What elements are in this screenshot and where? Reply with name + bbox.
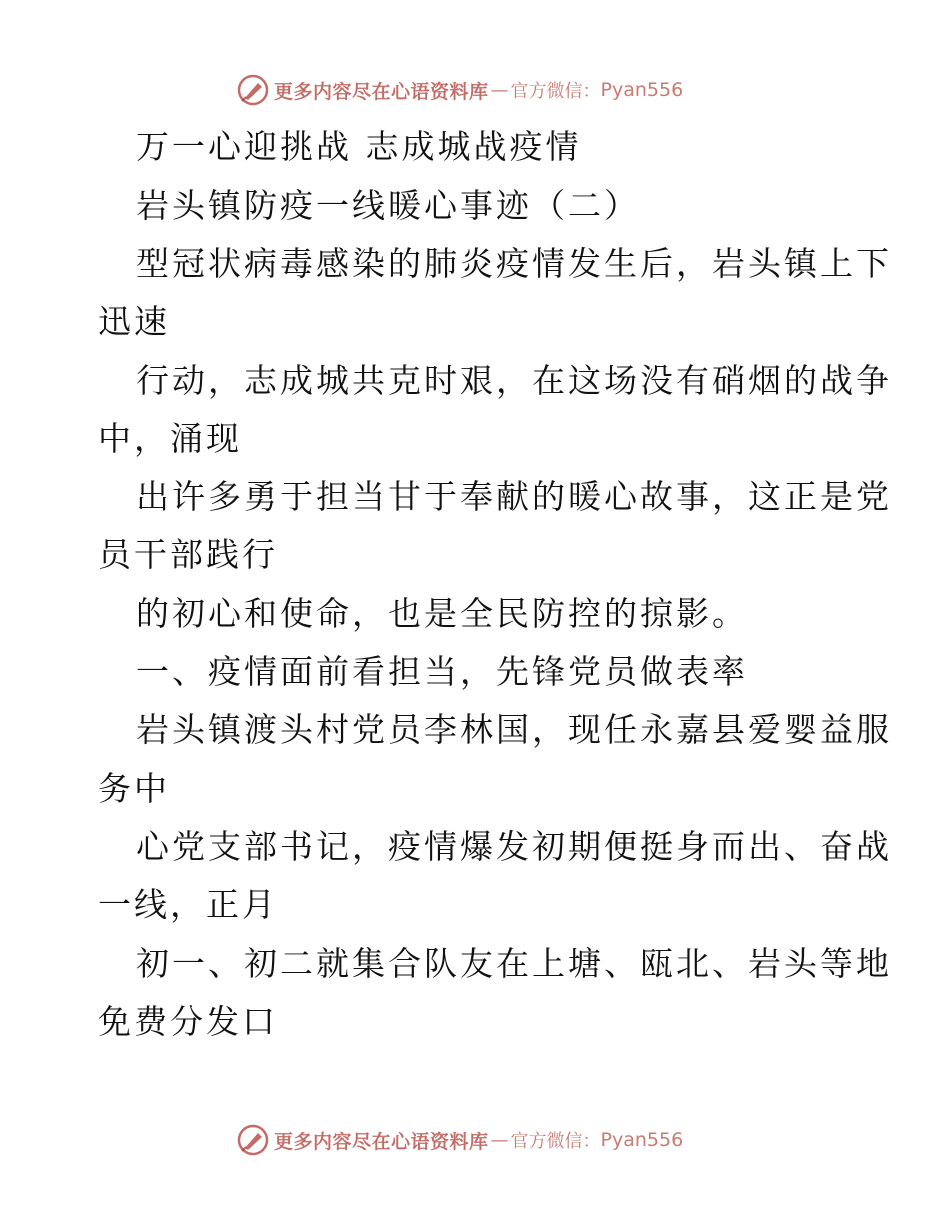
watermark-brand: 更多内容尽在心语资料库: [274, 1130, 489, 1153]
watermark-separator: —: [490, 1129, 509, 1151]
section-heading: 一、疫情面前看担当，先锋党员做表率: [136, 652, 748, 691]
paragraph-line: 初一、初二就集合队友在上塘、瓯北、岩头等地: [136, 944, 892, 983]
paragraph-line: 的初心和使命，也是全民防控的掠影。: [136, 594, 748, 633]
paragraph-line: 迅速: [98, 302, 170, 341]
watermark-brand: 更多内容尽在心语资料库: [274, 80, 489, 103]
document-title: 万一心迎挑战 志成城战疫情: [136, 127, 582, 166]
watermark-label: 官方微信：: [510, 81, 601, 102]
paragraph-line: 员干部践行: [98, 535, 278, 574]
paragraph-line: 中，涌现: [98, 419, 242, 458]
paragraph-line: 岩头镇渡头村党员李林国，现任永嘉县爱婴益服: [136, 710, 892, 749]
paragraph-line: 行动，志成城共克时艰，在这场没有硝烟的战争: [136, 361, 892, 400]
footer-watermark: [236, 1122, 683, 1158]
paragraph-line: 型冠状病毒感染的肺炎疫情发生后，岩头镇上下: [136, 244, 892, 283]
watermark-wechat-id: Pyan556: [600, 1129, 684, 1151]
header-watermark: [236, 72, 683, 108]
pen-nib-logo-icon: [236, 1123, 270, 1157]
paragraph-line: 出许多勇于担当甘于奉献的暖心故事，这正是党: [136, 477, 892, 516]
paragraph-line: 一线，正月: [98, 885, 278, 924]
watermark-separator: —: [490, 79, 509, 101]
paragraph-line: 免费分发口: [98, 1002, 278, 1041]
watermark-wechat-id: Pyan556: [600, 79, 684, 101]
pen-nib-logo-icon: [236, 73, 270, 107]
document-subtitle: 岩头镇防疫一线暖心事迹（二）: [136, 186, 640, 225]
watermark-label: 官方微信：: [510, 1131, 601, 1152]
paragraph-line: 心党支部书记，疫情爆发初期便挺身而出、奋战: [136, 827, 892, 866]
paragraph-line: 务中: [98, 769, 170, 808]
